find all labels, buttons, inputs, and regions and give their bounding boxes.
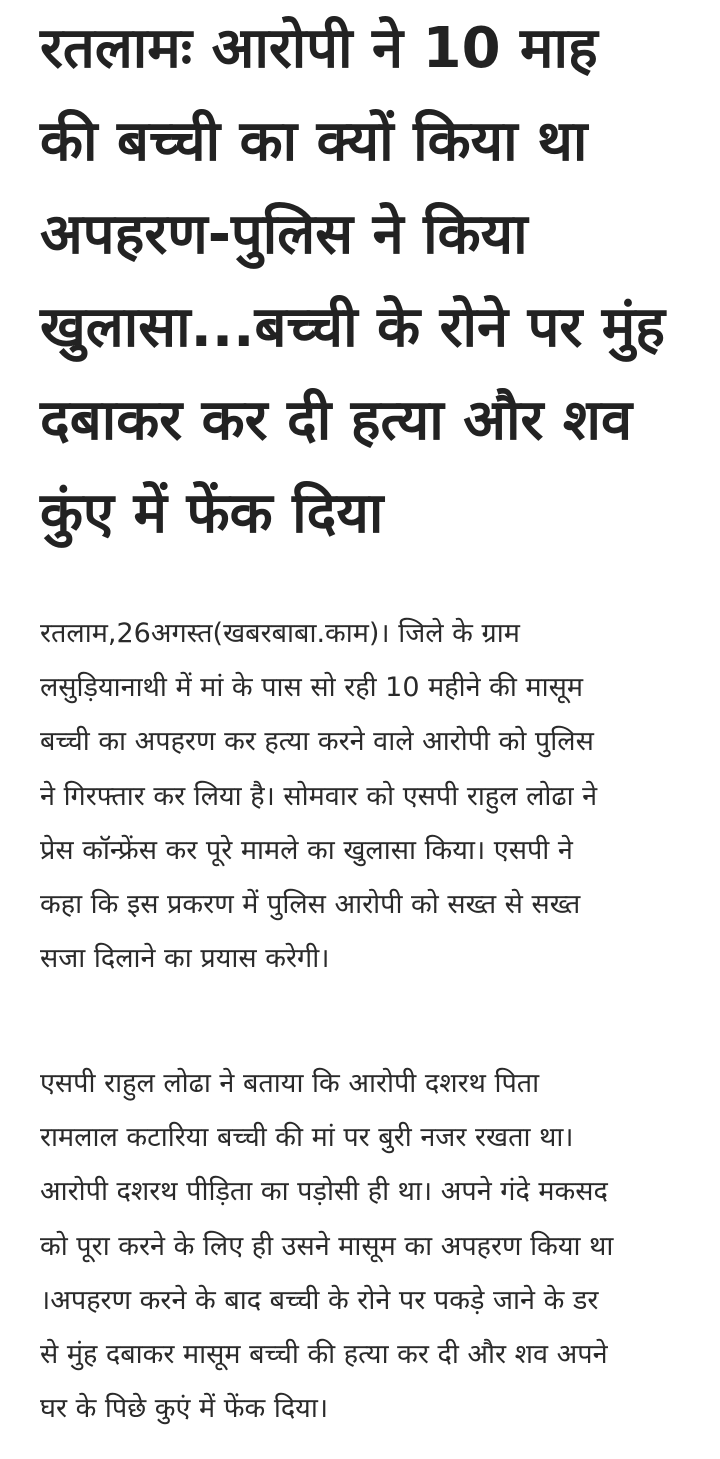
paragraph-line: बच्ची का अपहरण कर हत्या करने वाले आरोपी को पुलिस [40,726,594,758]
headline-line: खुलासा...बच्ची के रोने पर मुंह [40,295,666,360]
paragraph-line: आरोपी दशरथ पीड़िता का पड़ोसी ही था। अपने गंदे मकसद [40,1176,608,1208]
paragraph-line: एसपी राहुल लोढा ने बताया कि आरोपी दशरथ पिता [40,1068,540,1099]
paragraph-line: रतलाम,26अगस्त(खबरबाबा.काम)। जिले के ग्राम [40,618,520,649]
headline-line: अपहरण-पुलिस ने किया [40,202,528,267]
headline-line: रतलामः आरोपी ने 10 माह [40,16,598,81]
paragraph-line: ।अपहरण करने के बाद बच्ची के रोने पर पकड़े जाने के डर [40,1284,599,1316]
paragraph-line: सजा दिलाने का प्रयास करेगी। [40,943,330,975]
body-paragraph-intro [40,607,597,986]
body-paragraph-details [40,1057,613,1436]
paragraph-line: प्रेस कॉन्फ्रेंस कर पूरे मामले का खुलासा किया। एसपी ने [40,834,573,866]
paragraph-line: रामलाल कटारिया बच्ची की मां पर बुरी नजर रखता था। [40,1122,574,1154]
paragraph-line: कहा कि इस प्रकरण में पुलिस आरोपी को सख्त से सख्त [40,889,581,921]
headline-line: कुंए में फेंक दिया [40,481,384,546]
paragraph-line: ने गिरफ्तार कर लिया है। सोमवार को एसपी राहुल लोढा ने [40,780,598,812]
article [40,0,690,1425]
paragraph-line: घर के पिछे कुएं में फेंक दिया। [40,1393,329,1425]
headline [40,0,690,560]
headline-line: की बच्ची का क्यों किया था [40,109,588,174]
headline-line: दबाकर कर दी हत्या और शव [40,388,633,453]
paragraph-line: लसुड़ियानाथी में मां के पास सो रही 10 महीने की मासूम [40,672,584,704]
paragraph-line: से मुंह दबाकर मासूम बच्ची की हत्या कर दी और शव अपने [40,1339,608,1371]
paragraph-line: को पूरा करने के लिए ही उसने मासूम का अपहरण किया था [40,1230,614,1262]
